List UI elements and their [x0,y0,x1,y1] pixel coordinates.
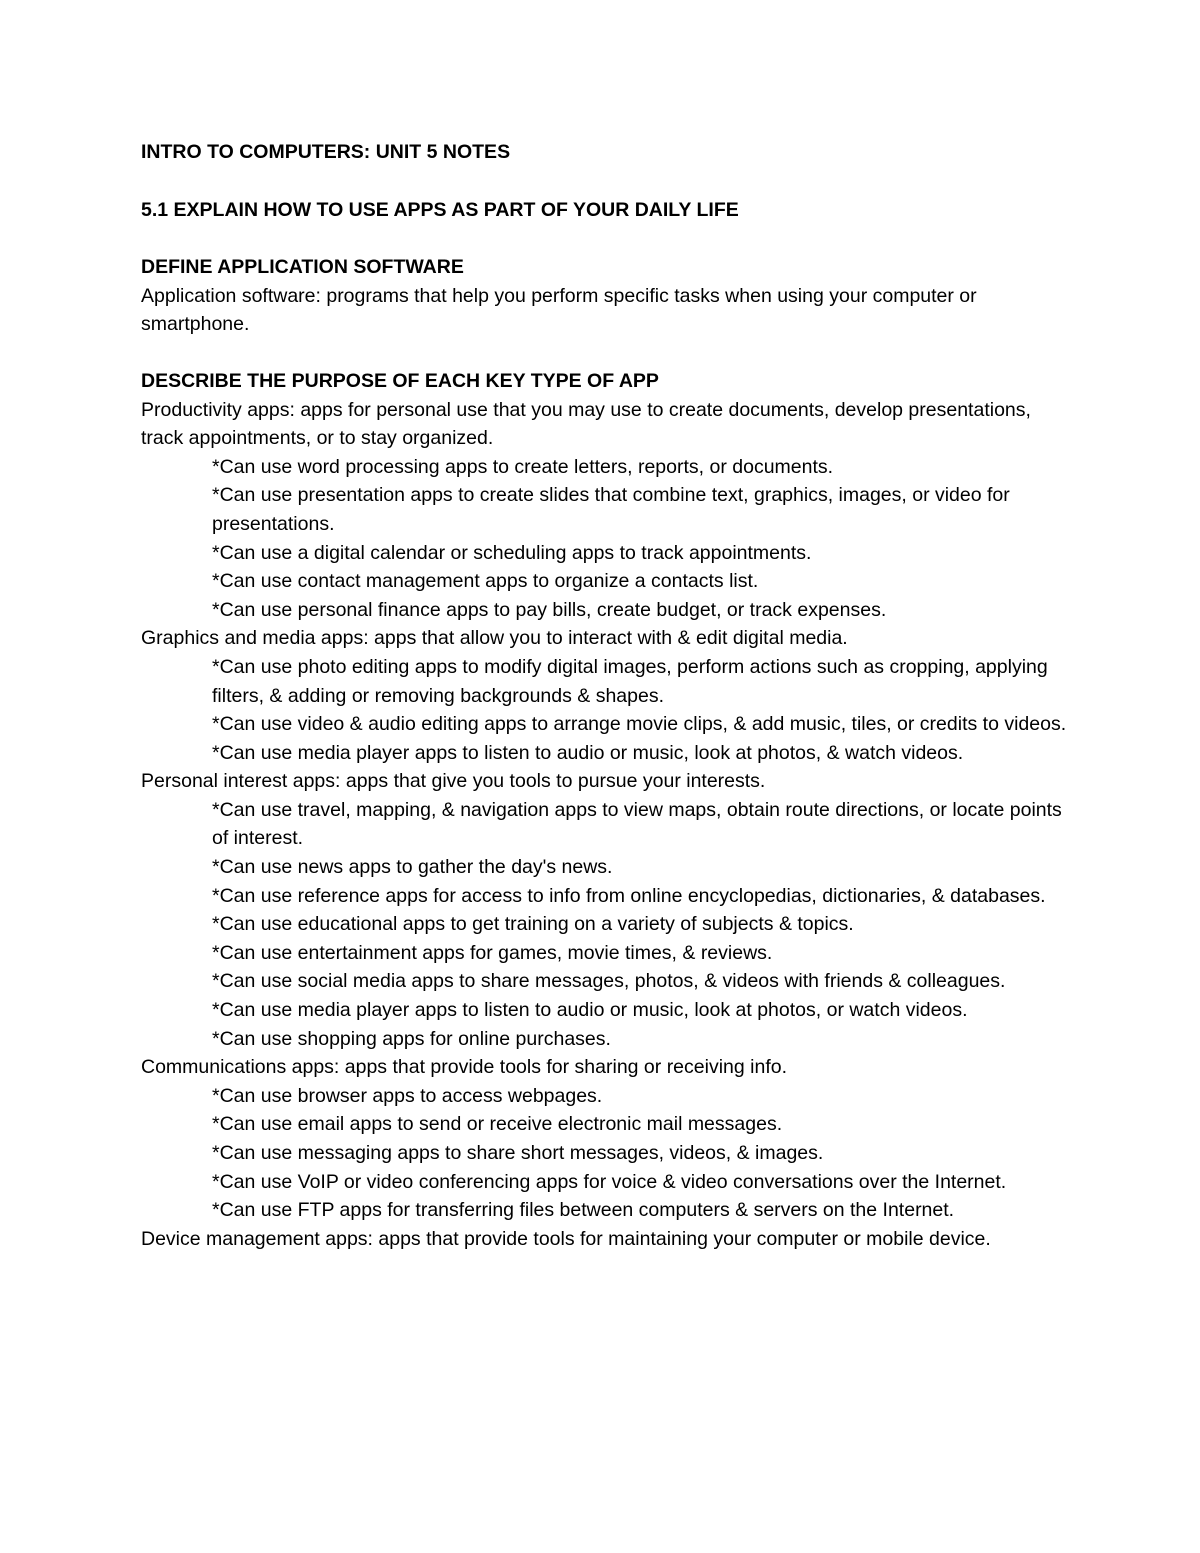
app-type-group [141,1053,1071,1225]
spacer [141,167,1071,196]
group-intro: Graphics and media apps: apps that allow you to interact with & edit digital media. [141,627,848,650]
list-item: *Can use FTP apps for transferring files between computers & servers on the Internet. [212,1199,955,1222]
document-title: INTRO TO COMPUTERS: UNIT 5 NOTES [141,141,511,163]
list-item: *Can use media player apps to listen to audio or music, look at photos, or watch videos. [212,999,968,1022]
list-item: *Can use reference apps for access to info from online encyclopedias, dictionaries, & databases. [212,884,1046,907]
list-item: *Can use presentation apps to create slides that combine text, graphics, images, or video for presentations. [212,484,1010,535]
app-type-group [141,624,1071,767]
list-item: *Can use video & audio editing apps to arrange movie clips, & add music, tiles, or credits to videos. [212,713,1067,736]
app-type-group [141,1225,1071,1254]
list-item: *Can use email apps to send or receive electronic mail messages. [212,1113,783,1136]
app-type-group [141,396,1071,625]
list-item: *Can use VoIP or video conferencing apps for voice & video conversations over the Internet. [212,1170,1007,1193]
list-item: *Can use shopping apps for online purchases. [212,1027,611,1050]
group-intro: Productivity apps: apps for personal use that you may use to create documents, develop presentations, track appointments, or to stay organized. [141,398,1031,450]
define-heading: DEFINE APPLICATION SOFTWARE [141,256,464,279]
group-intro: Device management apps: apps that provide tools for maintaining your computer or mobile device. [141,1227,991,1250]
document-page [141,138,1071,1253]
list-item: *Can use a digital calendar or scheduling apps to track appointments. [212,541,812,564]
app-type-group [141,767,1071,1053]
spacer [141,224,1071,253]
list-item: *Can use photo editing apps to modify digital images, perform actions such as cropping, applying filters, & adding or removing backgrounds & shapes. [212,655,1048,707]
list-item: *Can use travel, mapping, & navigation apps to view maps, obtain route directions, or locate points of interest. [212,798,1062,850]
list-item: *Can use media player apps to listen to audio or music, look at photos, & watch videos. [212,741,964,764]
list-item: *Can use educational apps to get training on a variety of subjects & topics. [212,913,854,936]
group-intro: Personal interest apps: apps that give you tools to pursue your interests. [141,770,766,793]
bullet-list [141,453,1071,625]
list-item: *Can use news apps to gather the day's news. [212,856,613,879]
define-text: Application software: programs that help you perform specific tasks when using your computer or smartphone. [141,284,977,336]
describe-heading: DESCRIBE THE PURPOSE OF EACH KEY TYPE OF APP [141,369,659,392]
list-item: *Can use browser apps to access webpages. [212,1084,603,1107]
list-item: *Can use contact management apps to organize a contacts list. [212,570,759,593]
bullet-list [141,653,1071,767]
list-item: *Can use entertainment apps for games, movie times, & reviews. [212,941,773,964]
spacer [141,339,1071,367]
list-item: *Can use word processing apps to create letters, reports, or documents. [212,455,834,478]
section-heading: 5.1 EXPLAIN HOW TO USE APPS AS PART OF YOUR DAILY LIFE [141,198,739,221]
group-intro: Communications apps: apps that provide tools for sharing or receiving info. [141,1056,788,1079]
list-item: *Can use messaging apps to share short messages, videos, & images. [212,1142,824,1164]
bullet-list [141,796,1071,1053]
list-item: *Can use social media apps to share messages, photos, & videos with friends & colleagues. [212,970,1006,993]
bullet-list [141,1082,1071,1225]
list-item: *Can use personal finance apps to pay bills, create budget, or track expenses. [212,598,887,621]
